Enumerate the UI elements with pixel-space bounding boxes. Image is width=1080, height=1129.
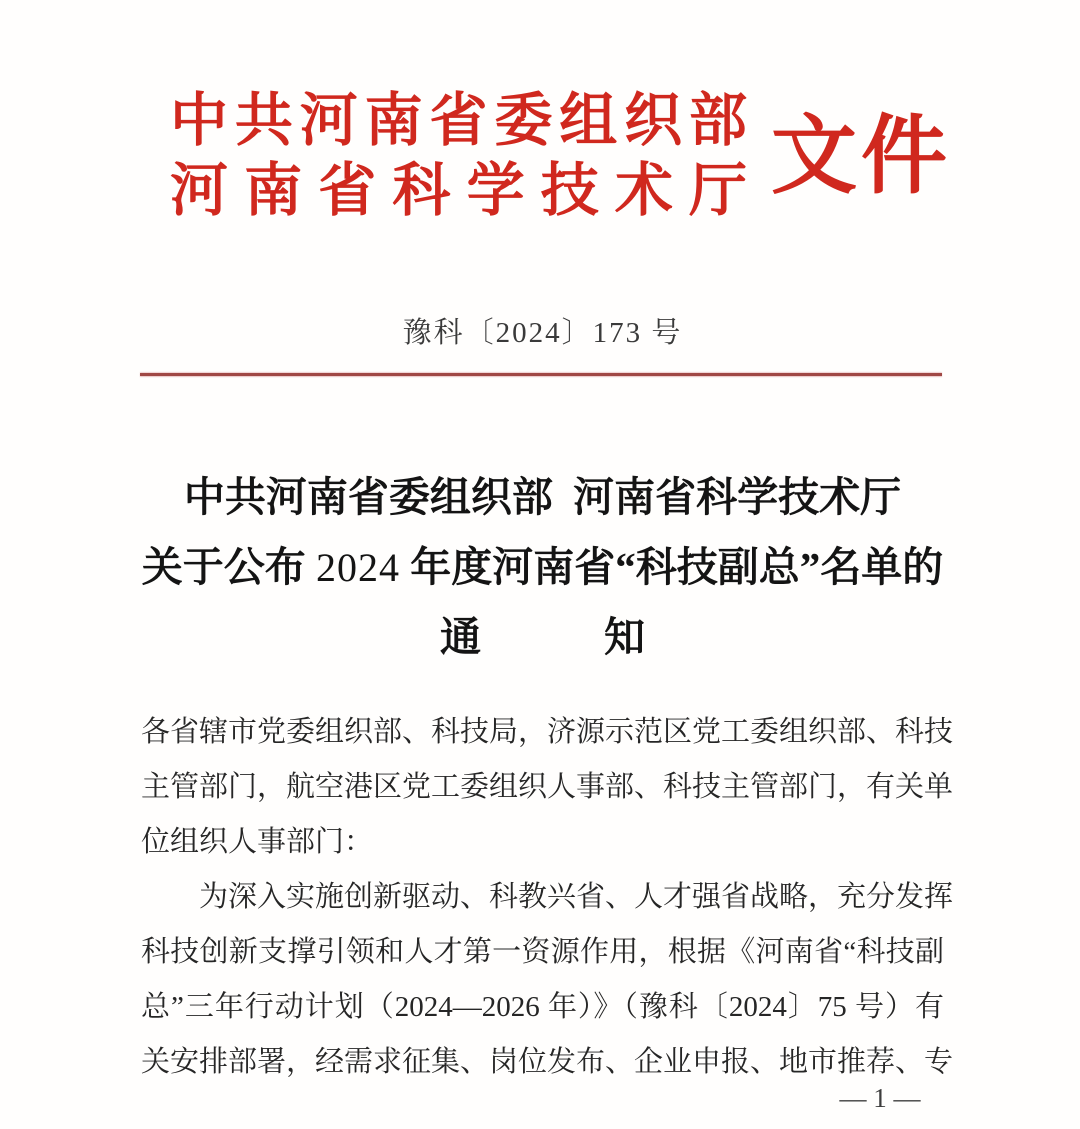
issuing-organizations <box>170 86 747 226</box>
title-line-2-prefix: 关于公布 <box>141 544 316 590</box>
salutation-line: 位组织人事部门： <box>141 826 374 858</box>
letterhead <box>170 86 951 226</box>
title-line-1: 中共河南省委组织部 河南省科学技术厅 <box>183 474 902 520</box>
salutation-line: 各省辖市党委组织部、科技局，济源示范区党工委组织部、科技 <box>141 716 954 748</box>
body-text <box>141 705 954 1090</box>
document-word: 文件 <box>771 108 951 204</box>
org-name-line-2: 河南省科学技术厅 <box>170 158 747 223</box>
title-line-3: 通 知 <box>440 614 645 660</box>
paragraph-line: 关安排部署，经需求征集、岗位发布、企业申报、地市推荐、专 <box>141 1046 954 1078</box>
paragraph-line: 为深入实施创新驱动、科教兴省、人才强省战略，充分发挥 <box>199 881 954 913</box>
salutation-line: 主管部门，航空港区党工委组织人事部、科技主管部门，有关单 <box>141 771 954 803</box>
document-title <box>120 462 965 672</box>
paragraph-line: 科技创新支撑引领和人才第一资源作用，根据《河南省“科技副 <box>141 936 944 968</box>
title-line-2 <box>120 532 965 602</box>
org-name-line-1: 中共河南省委组织部 <box>170 88 747 153</box>
title-year-number: 2024 <box>316 545 400 590</box>
title-line-2-suffix: 年度河南省“科技副总”名单的 <box>400 544 944 590</box>
page-number: — 1 — <box>839 1083 921 1113</box>
document-number: 豫科〔2024〕173 号 <box>402 317 683 349</box>
red-divider-line <box>140 373 942 376</box>
paragraph-line: 总”三年行动计划（2024—2026 年）》（豫科〔2024〕75 号）有 <box>141 991 944 1023</box>
